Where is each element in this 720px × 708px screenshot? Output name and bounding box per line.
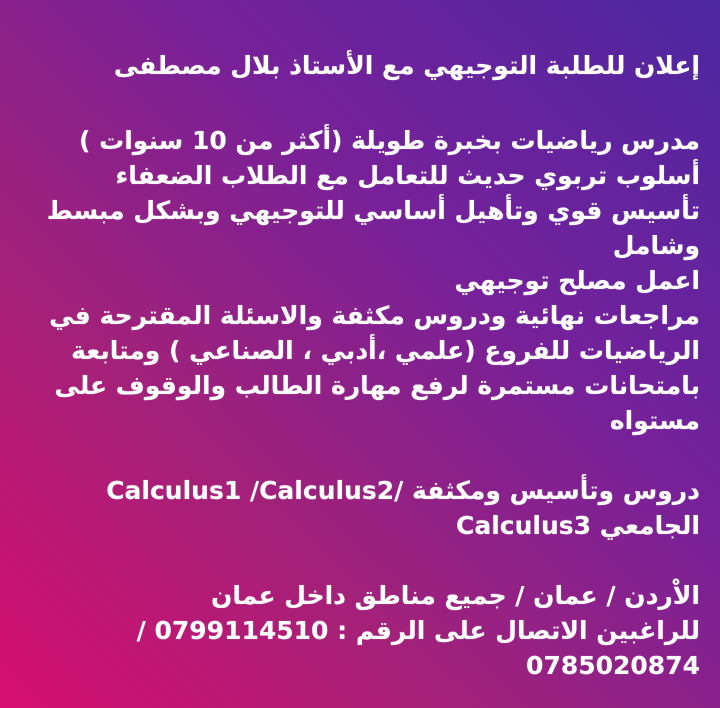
paragraph-body xyxy=(20,123,700,438)
text-line: الاْردن / عمان / جميع مناطق داخل عمان xyxy=(210,581,700,610)
paragraph-title xyxy=(20,48,700,83)
text-line: بامتحانات مستمرة لرفع مهارة الطالب والوقوف على xyxy=(54,371,700,400)
paragraph-contact xyxy=(20,578,700,683)
text-line: مراجعات نهائية ودروس مكثفة والاسئلة المقترحة في xyxy=(49,301,700,330)
text-line: تأسيس قوي وتأهيل أساسي للتوجيهي وبشكل مبسط xyxy=(46,196,700,225)
text-line: إعلان للطلبة التوجيهي مع الأستاذ بلال مصطفى xyxy=(113,51,700,80)
text-line: للراغبين الاتصال على الرقم : 0799114510 / xyxy=(136,616,700,645)
text-line: Calculus3 الجامعي xyxy=(456,511,700,540)
text-line: الرياضيات للفروع (علمي ،أدبي ، الصناعي ) ومتابعة xyxy=(71,336,700,365)
text-line: وشامل xyxy=(612,231,700,260)
text-line: مستواه xyxy=(609,406,700,435)
paragraph-calculus xyxy=(20,473,700,543)
text-line: أسلوب تربوي حديث للتعامل مع الطلاب الضعفاء xyxy=(115,161,700,190)
text-line: دروس وتأسيس ومكثفة /Calculus1 /Calculus2 xyxy=(106,476,700,505)
text-line: مدرس رياضيات بخبرة طويلة (أكثر من 10 سنوات ) xyxy=(78,126,700,155)
text-line: اعمل مصلح توجيهي xyxy=(454,266,700,295)
text-line: 0785020874 xyxy=(526,651,700,680)
